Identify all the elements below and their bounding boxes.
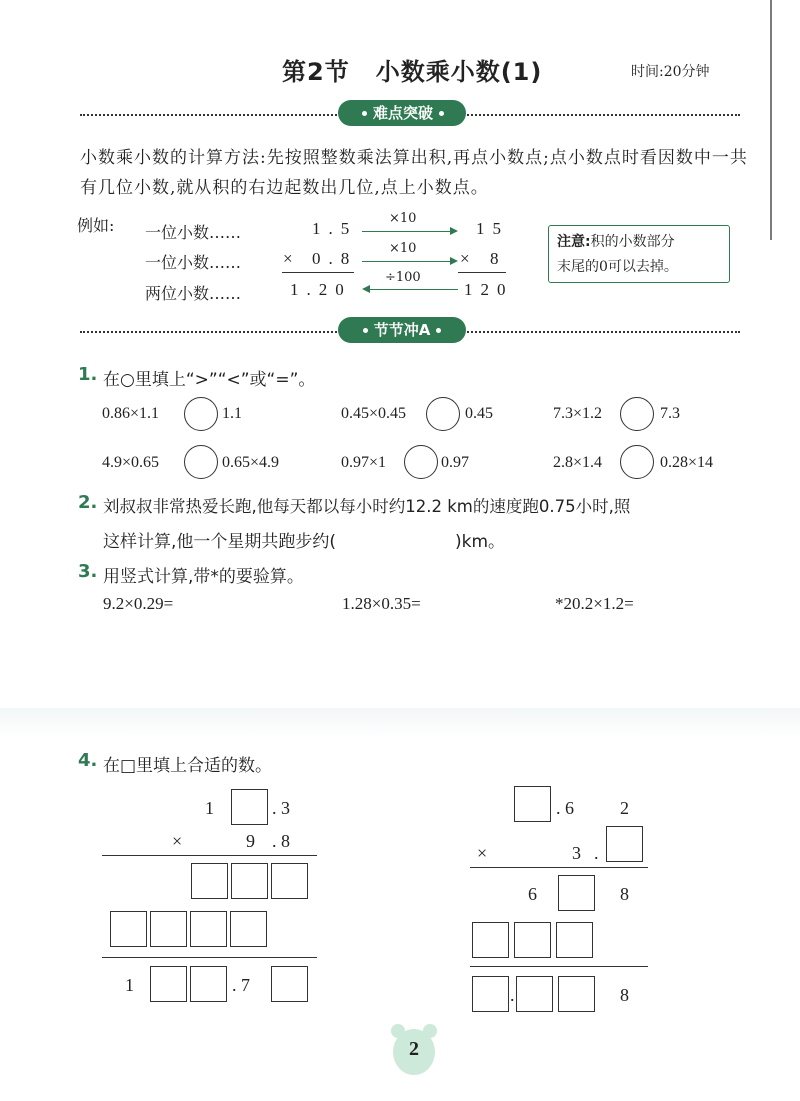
left-r5-tail: . 7 [232, 975, 250, 995]
q1-item6-right: 0.28×14 [660, 454, 714, 471]
right-r2-digit: 3 [572, 843, 581, 863]
left-r1-digit: 1 [205, 798, 214, 818]
left-rule-2 [102, 957, 317, 958]
q1-item5-left: 0.97×1 [341, 454, 387, 471]
example-desc-1: 一位小数…… [145, 223, 242, 242]
q1-item2-right: 0.45 [465, 405, 493, 422]
right-r1-digit: 2 [620, 798, 629, 818]
difficulty-label: 难点突破 [373, 104, 434, 122]
blank-box[interactable] [558, 976, 595, 1012]
blank-box[interactable] [231, 863, 268, 899]
arrow-line-2 [362, 261, 450, 262]
blank-box[interactable] [230, 911, 267, 947]
left-r2-op: × [172, 831, 183, 851]
q1-item2-left: 0.45×0.45 [341, 405, 407, 422]
page-number: 2 [409, 1038, 419, 1060]
right-r3-digit: 6 [528, 884, 537, 904]
q3-item1: 9.2×0.29= [103, 594, 174, 613]
q1-item1-left: 0.86×1.1 [102, 405, 160, 422]
faded-band [0, 708, 800, 738]
time-limit: 时间:20分钟 [631, 64, 710, 80]
answer-circle[interactable] [620, 445, 654, 479]
blank-box[interactable] [514, 786, 551, 822]
blank-box[interactable] [231, 789, 268, 825]
difficulty-pill [338, 100, 466, 126]
lesson-title: 小数乘小数(1) [375, 58, 543, 86]
page-title [282, 52, 542, 87]
q1-item1-right: 1.1 [222, 405, 242, 422]
method-text: 小数乘小数的计算方法:先按照整数乘法算出积,再点小数点;点小数点时看因数中一共有几位小数,就从积的右边起数出几位,点上小数点。 [80, 148, 748, 198]
note-box [548, 225, 730, 283]
left-r2-tail: . 8 [272, 831, 290, 851]
example-right-3: 120 [464, 280, 514, 299]
blank-box[interactable] [150, 911, 187, 947]
left-rule-1 [102, 855, 317, 856]
q1-item3-right: 7.3 [660, 405, 680, 422]
q2-line2b: )km。 [455, 532, 506, 552]
q3-number: 3. [78, 561, 98, 582]
example-left-2: 0.8 [312, 249, 358, 268]
q3-text: 用竖式计算,带*的要验算。 [103, 567, 304, 587]
q1-number: 1. [78, 364, 98, 385]
q1-item6-left: 2.8×1.4 [553, 454, 603, 471]
note-label: 注意: [557, 234, 591, 250]
blank-box[interactable] [558, 875, 595, 911]
note-text-1: 积的小数部分 [590, 234, 675, 250]
badge-ear [423, 1024, 437, 1038]
blank-box[interactable] [514, 922, 551, 958]
answer-circle[interactable] [404, 445, 438, 479]
arrow-label-3: ÷100 [385, 270, 421, 285]
blank-box[interactable] [556, 922, 593, 958]
example-desc-2: 一位小数…… [145, 253, 242, 272]
answer-circle[interactable] [426, 397, 460, 431]
section-label: 第2节 [282, 58, 350, 86]
blank-box[interactable] [190, 911, 227, 947]
arrow-right-icon [450, 257, 458, 265]
q2-line2a: 这样计算,他一个星期共跑步约( [103, 532, 337, 552]
q2-line1: 刘叔叔非常热爱长跑,他每天都以每小时约12.2 km的速度跑0.75小时,照 [103, 497, 631, 516]
practice-pill [338, 317, 466, 343]
left-r1-tail: . 3 [272, 798, 290, 818]
q1-item5-right: 0.97 [441, 454, 469, 471]
example-right-2: 8 [490, 249, 507, 268]
arrow-line-1 [362, 231, 450, 232]
right-r2-op: × [477, 843, 488, 863]
badge-ear [391, 1024, 405, 1038]
blank-box[interactable] [472, 922, 509, 958]
arrow-line-3 [370, 289, 458, 290]
page-number-badge [393, 1029, 435, 1075]
arrow-left-icon [362, 285, 370, 293]
example-label: 例如: [77, 216, 115, 235]
right-r5-dot: . [510, 985, 515, 1005]
example-right-1: 15 [476, 219, 509, 238]
right-r1-mid: . 6 [556, 798, 574, 818]
right-r2-dot: . [594, 843, 599, 863]
arrow-right-icon [450, 227, 458, 235]
q3-item2: 1.28×0.35= [342, 594, 421, 613]
blank-box[interactable] [472, 976, 509, 1012]
arrow-label-1: ×10 [389, 211, 417, 226]
q1-item4-left: 4.9×0.65 [102, 454, 160, 471]
q1-item3-left: 7.3×1.2 [553, 405, 603, 422]
q1-item4-right: 0.65×4.9 [222, 454, 280, 471]
left-r5-digit: 1 [125, 975, 134, 995]
q3-item3: *20.2×1.2= [555, 594, 634, 613]
example-left-1: 1.5 [312, 219, 358, 238]
blank-box[interactable] [271, 863, 308, 899]
blank-box[interactable] [191, 863, 228, 899]
practice-label: 节节冲A [373, 321, 431, 339]
example-right-op: × [460, 249, 478, 268]
margin-bar [770, 0, 772, 240]
right-rule-1 [470, 867, 648, 868]
example-left-3: 1.20 [290, 280, 352, 299]
blank-box[interactable] [271, 966, 308, 1002]
answer-circle[interactable] [620, 397, 654, 431]
blank-box[interactable] [110, 911, 147, 947]
example-left-op: × [283, 249, 301, 268]
q1-text: 在○里填上“>”“<”或“=”。 [103, 370, 316, 390]
right-r5-tail: 8 [620, 985, 629, 1005]
right-rule-2 [470, 966, 648, 967]
blank-box[interactable] [606, 826, 643, 862]
blank-box[interactable] [150, 966, 187, 1002]
example-desc-3: 两位小数…… [145, 284, 242, 303]
note-text-2: 末尾的0可以去掉。 [557, 259, 678, 275]
answer-circle[interactable] [184, 397, 218, 431]
blank-box[interactable] [516, 976, 553, 1012]
arrow-label-2: ×10 [389, 241, 417, 256]
q4-number: 4. [78, 750, 98, 771]
q4-text: 在□里填上合适的数。 [103, 756, 273, 776]
q2-number: 2. [78, 492, 98, 513]
right-r3-tail: 8 [620, 884, 629, 904]
example-right-rule [458, 272, 506, 273]
answer-circle[interactable] [184, 445, 218, 479]
example-left-rule [282, 272, 354, 273]
blank-box[interactable] [190, 966, 227, 1002]
left-r2-digit: 9 [246, 831, 255, 851]
